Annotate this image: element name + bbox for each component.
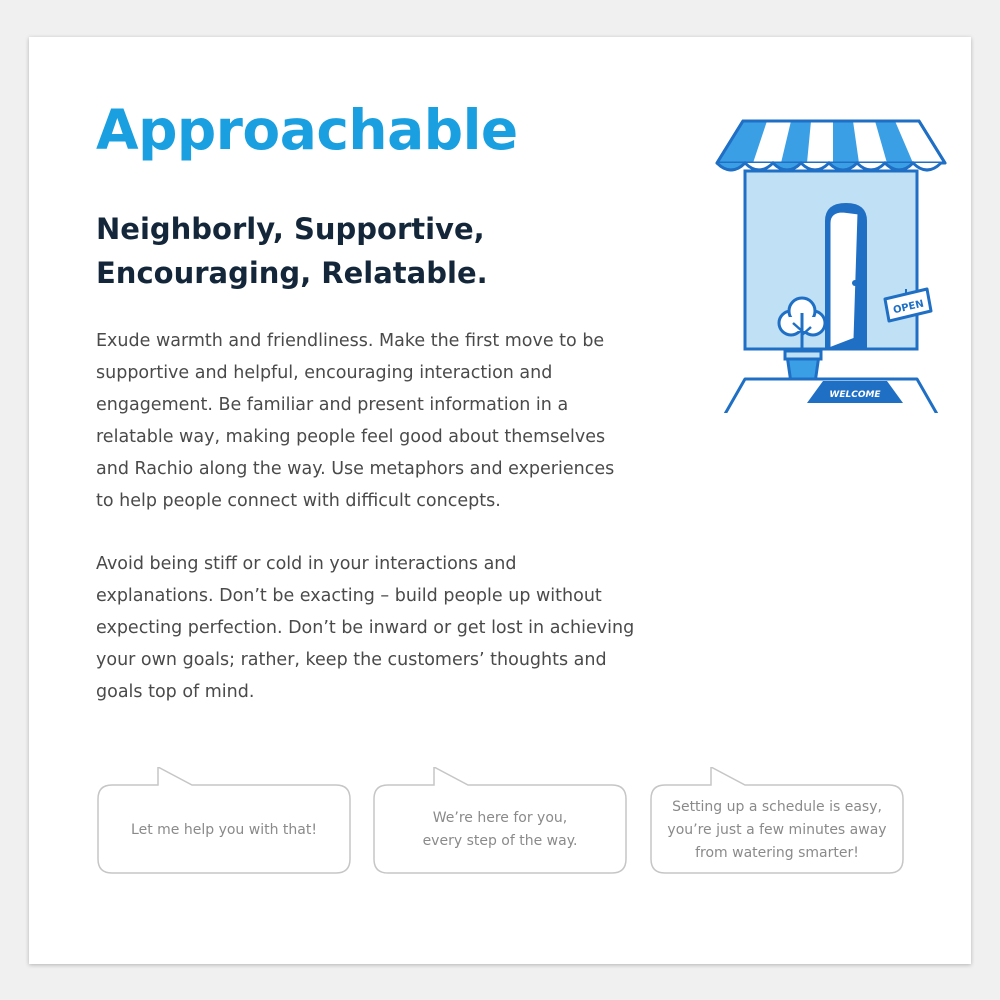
body-paragraph-1: Exude warmth and friendliness. Make the first move to be supportive and helpful, encouraging interaction and engagement. Be familiar and present information in a relatable way, making people feel good about themselves and Rachio along the way. Use metaphors and experiences to help people connect with difficult concepts.: [96, 331, 615, 511]
page-title: Approachable: [96, 98, 518, 162]
content-card: [29, 37, 971, 964]
speech-bubble-3: [649, 767, 905, 875]
storefront-drawing: [709, 113, 954, 413]
body-paragraph-2: Avoid being stiff or cold in your interactions and explanations. Don’t be exacting – build people up without expecting perfection. Don’t be inward or get lost in achieving your own goals; rather, keep the customers’ thoughts and goals top of mind.: [96, 554, 635, 702]
speech-bubble-text: We’re here for you, every step of the way.: [422, 810, 578, 849]
speech-bubble-1: [96, 767, 352, 875]
speech-bubble-text: Setting up a schedule is easy, you’re just a few minutes away from watering smarter!: [667, 798, 887, 861]
speech-bubble-2: [372, 767, 628, 875]
welcome-mat-text: WELCOME: [829, 390, 881, 400]
storefront-icon: [709, 113, 954, 413]
page-subtitle: Neighborly, Supportive, Encouraging, Relatable.: [96, 212, 488, 290]
speech-bubble-text: Let me help you with that!: [131, 821, 317, 838]
open-sign-text: OPEN: [892, 298, 925, 317]
